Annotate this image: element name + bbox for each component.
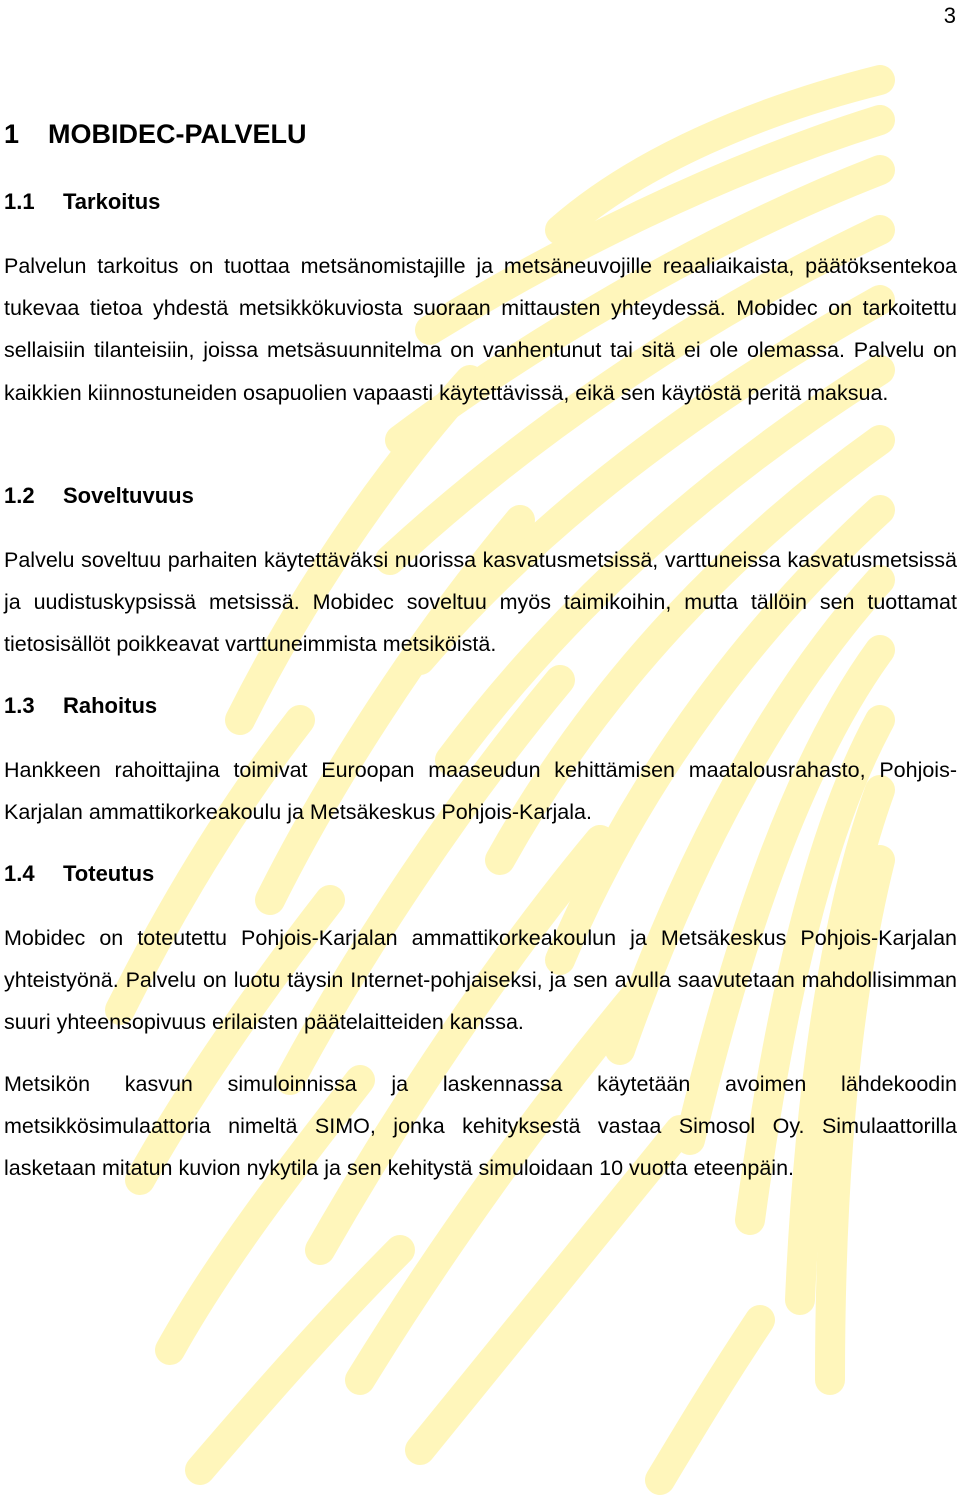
section-body-toteutus-1	[4, 917, 957, 1044]
section-heading-soveltuvuus	[4, 481, 194, 511]
paragraph: Hankkeen rahoittajina toimivat Euroopan maaseudun kehittämisen maatalousrahasto, Pohjois-Karjalan ammattikorkeakoulu ja Metsäkeskus Pohjois-Karjala.	[4, 758, 957, 825]
section-title: Tarkoitus	[63, 189, 161, 214]
paragraph: Palvelun tarkoitus on tuottaa metsänomistajille ja metsäneuvojille reaaliaikaista, päätöksentekoa tukevaa tietoa yhdestä metsikkökuviosta suoraan mittausten yhteydessä. Mobidec on tarkoitettu sellaisiin tilanteisiin, joissa metsäsuunnitelma on vanhentunut tai sitä ei ole olemassa. Palvelu on kaikkien kiinnostuneiden osapuolien vapaasti käytettävissä, eikä sen käytöstä peritä maksua.	[4, 254, 957, 405]
chapter-heading	[4, 116, 307, 152]
section-title: Soveltuvuus	[63, 483, 194, 508]
page-number: 3	[943, 3, 956, 28]
paragraph: Palvelu soveltuu parhaiten käytettäväksi nuorissa kasvatusmetsissä, varttuneissa kasvatusmetsissä ja uudistuskypsissä metsissä. Mobidec soveltuu myös taimikoihin, mutta tällöin sen tuottamat tietosisällöt poikkeavat varttuneimmista metsiköistä.	[4, 548, 957, 657]
paragraph: Metsikön kasvun simuloinnissa ja laskennassa käytetään avoimen lähdekoodin metsikkösimulaattoria nimeltä SIMO, jonka kehityksestä vastaa Simosol Oy. Simulaattorilla lasketaan mitatun kuvion nykytila ja sen kehitystä simuloidaan 10 vuotta eteenpäin.	[4, 1072, 957, 1181]
section-body-toteutus-2	[4, 1063, 957, 1190]
section-body-tarkoitus	[4, 245, 957, 414]
section-heading-tarkoitus	[4, 187, 160, 217]
section-body-soveltuvuus	[4, 539, 957, 666]
section-title: Toteutus	[63, 861, 155, 886]
section-title: Rahoitus	[63, 693, 158, 718]
section-heading-toteutus	[4, 859, 154, 889]
section-body-rahoitus	[4, 749, 957, 833]
section-number: 1.3	[4, 693, 35, 718]
section-heading-rahoitus	[4, 691, 157, 721]
chapter-title: MOBIDEC-PALVELU	[48, 119, 307, 149]
chapter-number: 1	[4, 119, 20, 149]
section-number: 1.1	[4, 189, 35, 214]
section-number: 1.4	[4, 861, 35, 886]
section-number: 1.2	[4, 483, 35, 508]
paragraph: Mobidec on toteutettu Pohjois-Karjalan ammattikorkeakoulun ja Metsäkeskus Pohjois-Karjalan yhteistyönä. Palvelu on luotu täysin Internet-pohjaiseksi, ja sen avulla saavutetaan mahdollisimman suuri yhteensopivuus erilaisten päätelaitteiden kanssa.	[4, 926, 957, 1035]
